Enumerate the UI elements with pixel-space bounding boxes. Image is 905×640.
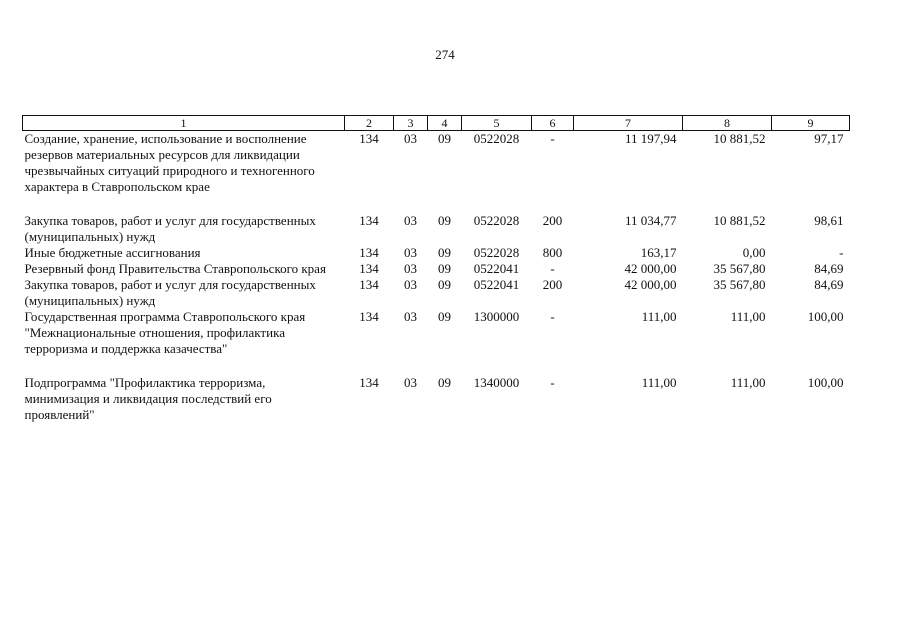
row-spacer (23, 195, 850, 213)
col-header-2: 2 (345, 116, 394, 131)
row-col3: 03 (404, 309, 417, 324)
row-col6: 800 (542, 245, 563, 260)
row-col4: 09 (438, 309, 451, 324)
row-name: Подпрограмма "Профилактика терроризма, минимизация и ликвидация последствий его проявлений" (24, 375, 272, 422)
row-col5: 1340000 (473, 375, 520, 390)
row-col2: 134 (359, 131, 379, 146)
row-col3: 03 (404, 375, 417, 390)
table-row (23, 277, 850, 309)
row-col7: 111,00 (641, 375, 677, 390)
row-name: Закупка товаров, работ и услуг для государственных (муниципальных) нужд (24, 213, 316, 244)
row-col5: 1300000 (473, 309, 520, 324)
row-name: Создание, хранение, использование и восполнение резервов материальных ресурсов для ликвидации чрезвычайных ситуаций природного и техногенного характера в Ставропольском крае (24, 131, 315, 194)
row-col8: 111,00 (730, 375, 766, 390)
row-spacer (23, 357, 850, 375)
row-col4: 09 (438, 245, 451, 260)
row-col9: 100,00 (807, 375, 844, 390)
row-col5: 0522028 (473, 131, 520, 146)
row-col4: 09 (438, 213, 451, 228)
row-col9: 97,17 (814, 131, 844, 146)
col-header-9: 9 (772, 116, 850, 131)
row-col7: 163,17 (640, 245, 677, 260)
col-header-3: 3 (394, 116, 428, 131)
row-col8: 35 567,80 (713, 277, 766, 292)
row-name: Иные бюджетные ассигнования (24, 245, 201, 260)
row-name: Резервный фонд Правительства Ставропольского края (24, 261, 326, 276)
row-col3: 03 (404, 277, 417, 292)
row-col4: 09 (438, 375, 451, 390)
row-col5: 0522041 (473, 277, 520, 292)
row-col6: - (550, 309, 555, 324)
row-col2: 134 (359, 245, 379, 260)
row-col7: 42 000,00 (624, 261, 677, 276)
col-header-1: 1 (23, 116, 345, 131)
row-col2: 134 (359, 213, 379, 228)
table-row (23, 309, 850, 357)
row-col9: 100,00 (807, 309, 844, 324)
row-col9: 84,69 (814, 277, 844, 292)
row-col9: 84,69 (814, 261, 844, 276)
table-row (23, 261, 850, 277)
budget-table (22, 115, 849, 423)
row-col2: 134 (359, 309, 379, 324)
col-header-8: 8 (683, 116, 772, 131)
row-col7: 11 034,77 (624, 213, 677, 228)
row-col9: 98,61 (814, 213, 844, 228)
row-col3: 03 (404, 245, 417, 260)
row-col6: 200 (542, 213, 563, 228)
row-col6: - (550, 131, 555, 146)
col-header-7: 7 (574, 116, 683, 131)
row-col8: 0,00 (742, 245, 766, 260)
row-col5: 0522028 (473, 213, 520, 228)
row-col4: 09 (438, 277, 451, 292)
row-col8: 10 881,52 (713, 213, 766, 228)
col-header-6: 6 (532, 116, 574, 131)
row-col5: 0522028 (473, 245, 520, 260)
row-col3: 03 (404, 213, 417, 228)
row-name: Закупка товаров, работ и услуг для государственных (муниципальных) нужд (24, 277, 316, 308)
row-col3: 03 (404, 131, 417, 146)
row-col6: 200 (542, 277, 563, 292)
header-row (23, 116, 850, 131)
row-col2: 134 (359, 375, 379, 390)
row-col7: 111,00 (641, 309, 677, 324)
row-col7: 11 197,94 (624, 131, 677, 146)
row-col2: 134 (359, 277, 379, 292)
row-col6: - (550, 261, 555, 276)
row-col4: 09 (438, 131, 451, 146)
row-col4: 09 (438, 261, 451, 276)
page-number: 274 (435, 47, 455, 62)
row-col5: 0522041 (473, 261, 520, 276)
table-row (23, 131, 850, 196)
table-row (23, 245, 850, 261)
table-row (23, 213, 850, 245)
row-col2: 134 (359, 261, 379, 276)
row-col8: 111,00 (730, 309, 766, 324)
row-col6: - (550, 375, 555, 390)
row-col8: 10 881,52 (713, 131, 766, 146)
col-header-5: 5 (462, 116, 532, 131)
row-col3: 03 (404, 261, 417, 276)
row-name: Государственная программа Ставропольского края "Межнациональные отношения, профилактика терроризма и поддержка казачества" (24, 309, 306, 356)
row-col9: - (839, 245, 844, 260)
table-row (23, 375, 850, 423)
col-header-4: 4 (428, 116, 462, 131)
row-col8: 35 567,80 (713, 261, 766, 276)
row-col7: 42 000,00 (624, 277, 677, 292)
